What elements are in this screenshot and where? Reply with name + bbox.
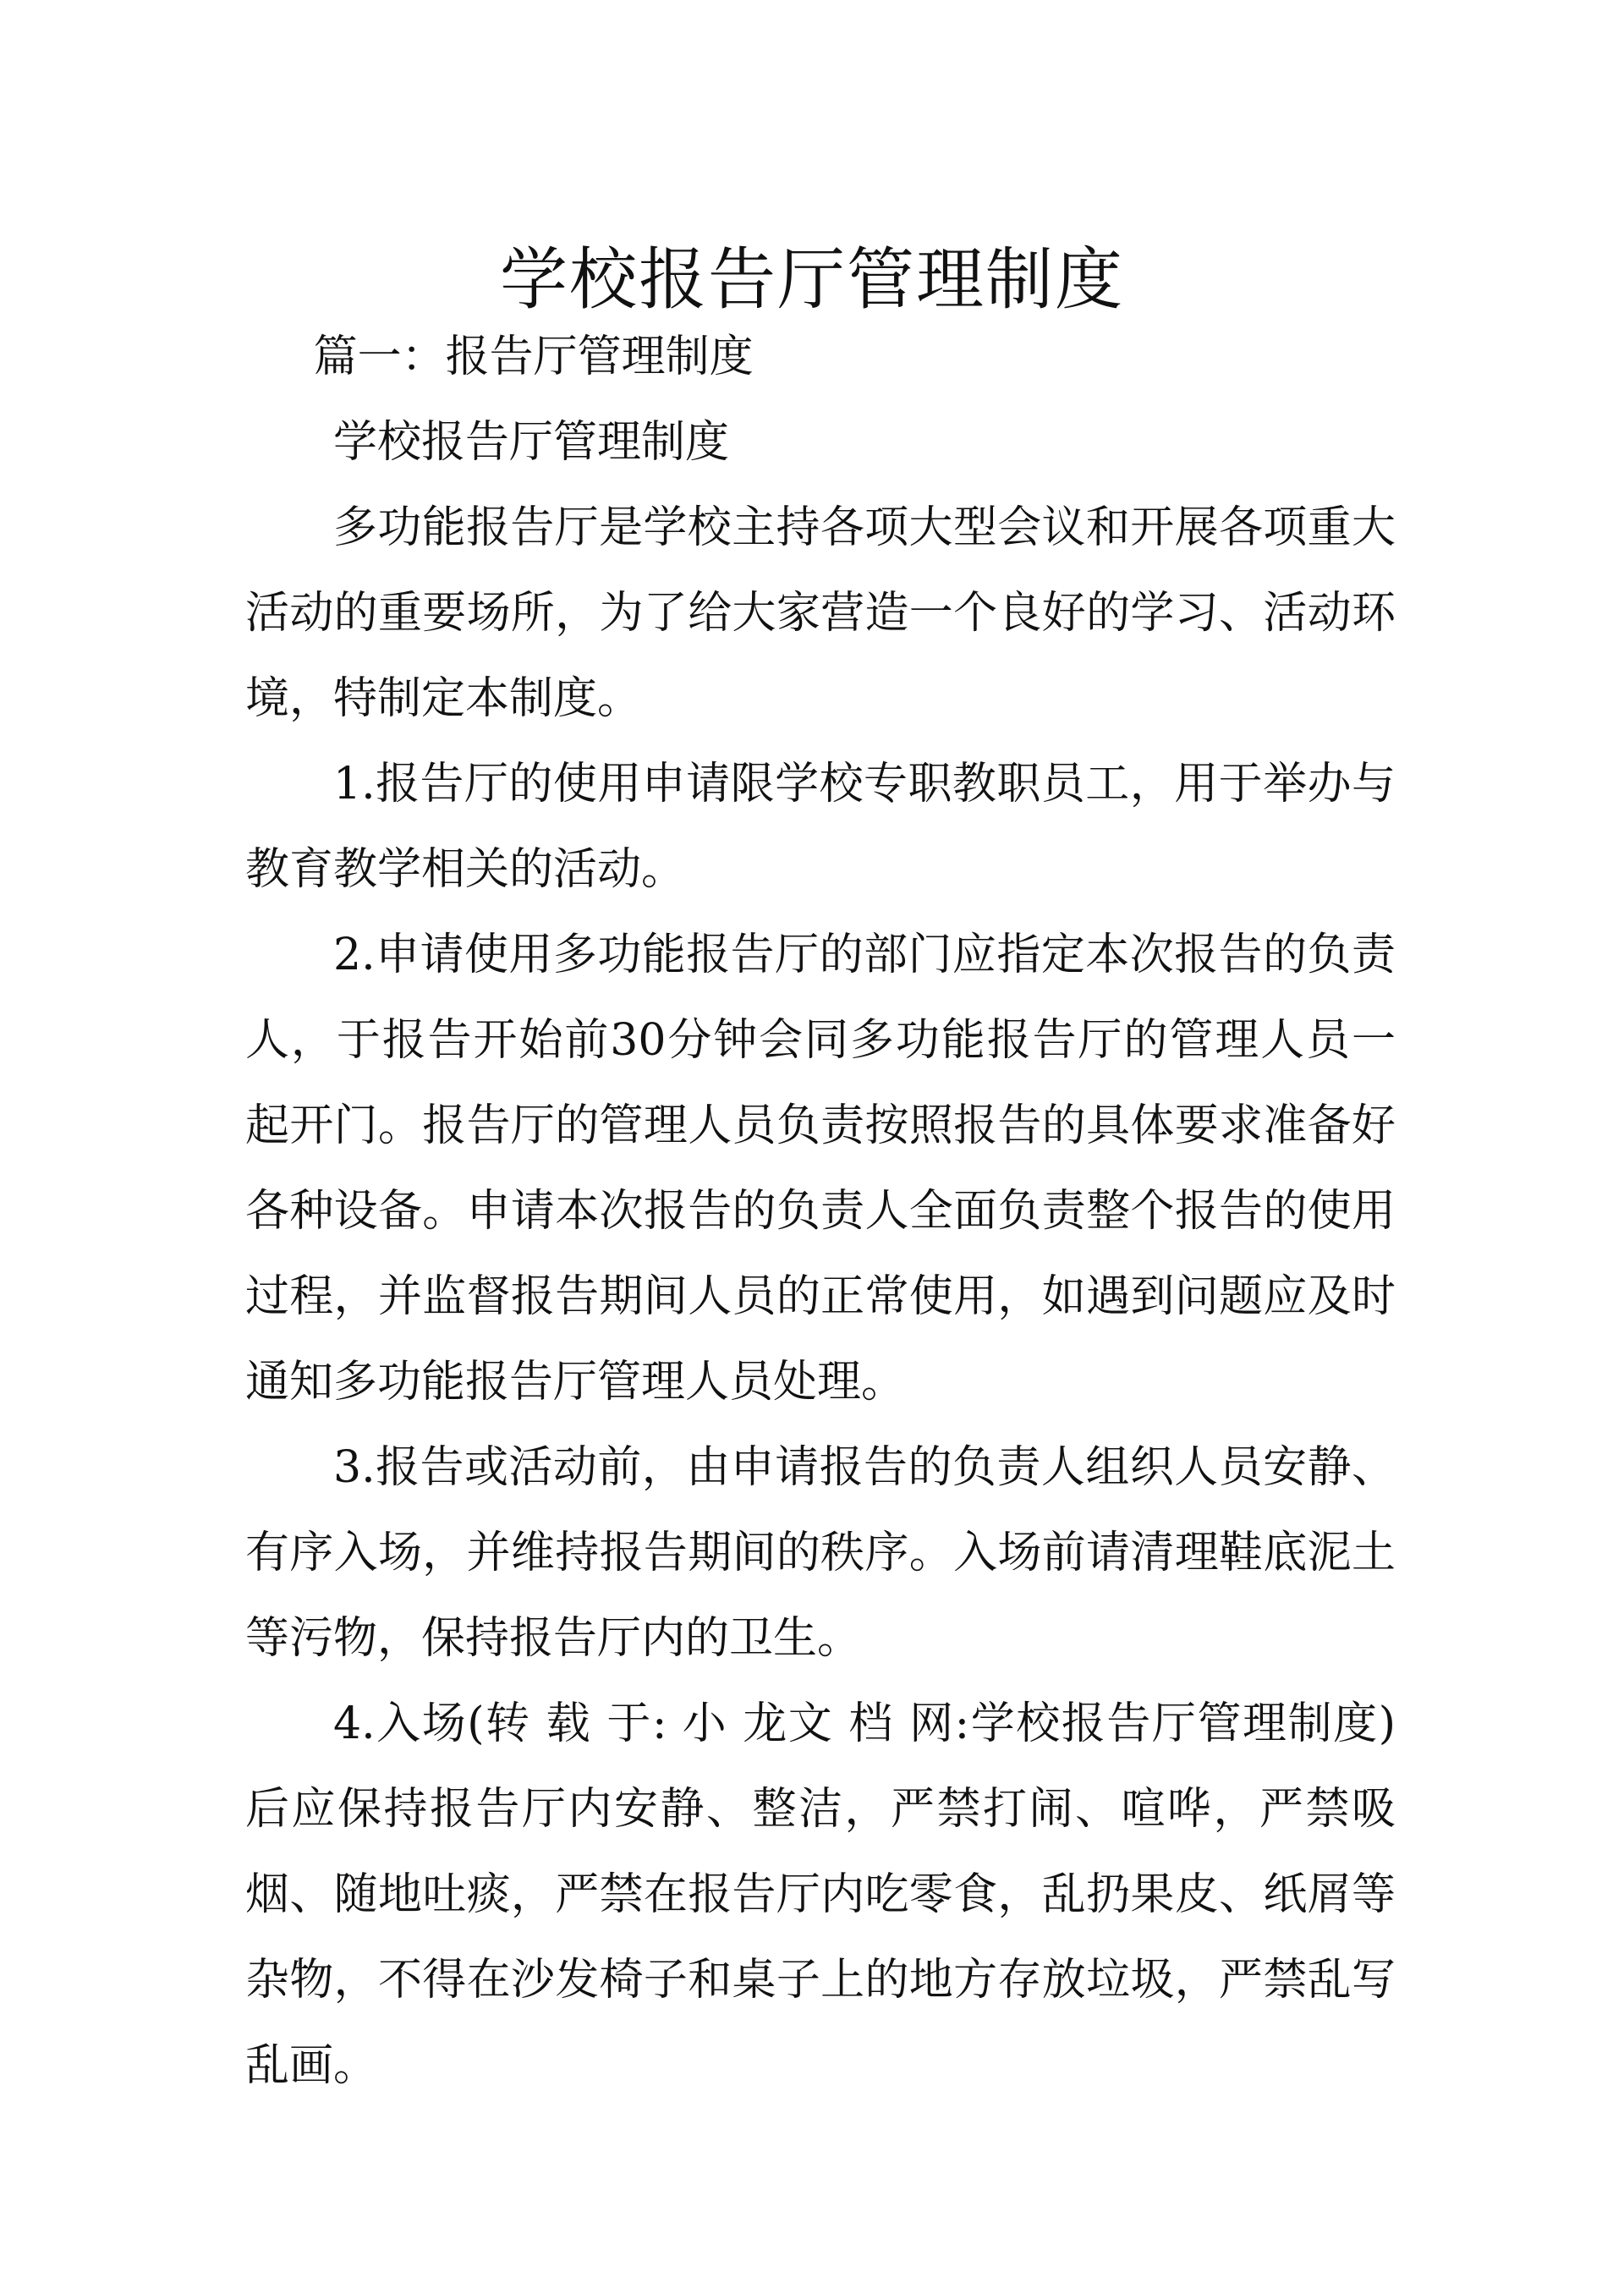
paragraph: 2.申请使用多功能报告厅的部门应指定本次报告的负责人，于报告开始前30分钟会同多功能报告厅的管理人员一起开门。报告厅的管理人员负责按照报告的具体要求准备好各种设备。申请本次报告的负责人全面负责整个报告的使用过程，并监督报告期间人员的正常使用，如遇到问题应及时通知多功能报告厅管理人员处理。: [245, 930, 1396, 1408]
paragraph: 4.入场(转 载 于: 小 龙文 档 网:学校报告厅管理制度)后应保持报告厅内安静、整洁，严禁打闹、喧哗，严禁吸烟、随地吐痰，严禁在报告厅内吃零食，乱扔果皮、纸屑等杂物，不得在沙发椅子和桌子上的地方存放垃圾，严禁乱写乱画。: [245, 1699, 1396, 2091]
paragraph: 1.报告厅的使用申请限学校专职教职员工，用于举办与教育教学相关的活动。: [245, 759, 1396, 895]
page-title: 学校报告厅管理制度: [500, 239, 1124, 319]
section-heading: 篇一：报告厅管理制度: [313, 332, 754, 382]
paragraph: 3.报告或活动前，由申请报告的负责人组织人员安静、有序入场，并维持报告期间的秩序。入场前请清理鞋底泥土等污物，保持报告厅内的卫生。: [245, 1442, 1396, 1664]
paragraph: 多功能报告厅是学校主持各项大型会议和开展各项重大活动的重要场所，为了给大家营造一个良好的学习、活动环境，特制定本制度。: [245, 502, 1396, 724]
paragraph: 学校报告厅管理制度: [333, 417, 730, 468]
document-body: [245, 315, 1396, 2109]
